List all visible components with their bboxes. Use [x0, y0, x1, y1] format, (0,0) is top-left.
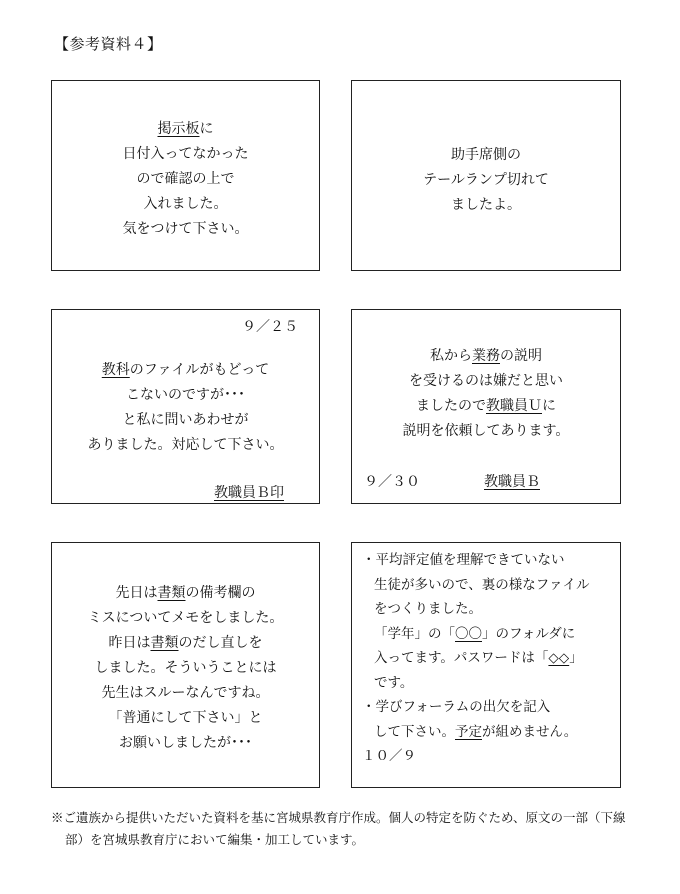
memo-line: 「普通にして下さい」と [108, 710, 263, 726]
edited-text: 書類 [157, 585, 186, 601]
edited-text: 教科 [101, 362, 130, 378]
memo-line: ミスについてメモをしました。 [87, 610, 284, 626]
memo-line: 先生はスルーなんですね。 [101, 685, 270, 701]
memo-line [352, 344, 620, 369]
text: の説明 [500, 348, 542, 364]
memo-line: 説明を依頼してあります。 [402, 423, 570, 439]
text: に [542, 398, 556, 414]
text: 入ってます。パスワードは「 [374, 650, 549, 666]
edited-text: 掲示板 [157, 121, 200, 137]
memo-line: です。 [374, 674, 414, 691]
edited-text: 〇〇 [455, 625, 482, 642]
footnote-line: 部）を宮城県教育庁において編集・加工しています。 [65, 832, 365, 847]
edited-text: 予定 [455, 723, 482, 740]
memo-line: ましたよ。 [451, 197, 521, 213]
memo-date: １０／９ [362, 748, 416, 764]
memo-card-5 [51, 542, 320, 788]
edited-text: 書類 [150, 635, 179, 651]
memo-card-2-text [352, 143, 620, 218]
text: 私から [430, 348, 472, 364]
edited-text: ◇◇ [548, 650, 570, 666]
memo-line: こないのですが･･･ [126, 387, 245, 403]
text: 」のフォルダに [482, 625, 576, 642]
text: 」 [569, 650, 583, 666]
memo-line [52, 117, 319, 142]
memo-signature: 教職員Ｂ印 [214, 485, 284, 501]
memo-line [362, 646, 589, 671]
memo-line: テールランプ切れて [423, 172, 549, 188]
memo-card-3-text [52, 358, 319, 458]
memo-card-5-text [52, 581, 319, 756]
memo-line [362, 720, 589, 745]
memo-line: 助手席側の [451, 147, 521, 163]
memo-card-4 [351, 309, 621, 504]
edited-text: 教職員Ｕ [486, 398, 542, 414]
memo-line: お願いしましたが･･･ [119, 735, 252, 751]
text: 先日は [115, 585, 158, 601]
memo-line: 生徒が多いので、裏の様なファイル [374, 576, 590, 593]
memo-card-3 [51, 309, 320, 504]
text: の備考欄の [185, 585, 256, 601]
memo-card-2 [351, 80, 621, 271]
memo-line: ので確認の上で [136, 171, 235, 187]
memo-card-1-text [52, 117, 319, 242]
memo-line: ・平均評定値を理解できていない [362, 552, 565, 568]
memo-line: 日付入ってなかった [122, 146, 249, 162]
text: のだし直しを [178, 635, 263, 651]
memo-card-1 [51, 80, 320, 271]
memo-signature: 教職員Ｂ [484, 474, 540, 490]
memo-line [52, 358, 319, 383]
footnote-line: ※ご遺族から提供いただいた資料を基に宮城県教育庁作成。個人の特定を防ぐため、原文の一部（下線 [51, 810, 626, 825]
memo-line: ありました。対応して下さい。 [87, 437, 284, 453]
memo-date: ９／３０ [364, 474, 420, 490]
text: が組めません。 [482, 723, 578, 740]
memo-line [352, 394, 620, 419]
edited-text: 業務 [472, 348, 500, 364]
memo-line: しました。そういうことには [94, 660, 277, 676]
text: して下さい。 [374, 723, 455, 740]
memo-line [52, 631, 319, 656]
text: 昨日は [108, 635, 151, 651]
memo-card-4-text [352, 344, 620, 444]
memo-line: 気をつけて下さい。 [122, 221, 249, 237]
text: のファイルがもどって [129, 362, 270, 378]
memo-date: ９／２５ [242, 319, 298, 335]
footnote [51, 807, 631, 851]
text: に [199, 121, 214, 137]
text: 「学年」の「 [374, 625, 455, 642]
memo-line: と私に問いあわせが [122, 412, 249, 428]
memo-card-6 [351, 542, 621, 788]
memo-line: ・学びフォーラムの出欠を記入 [362, 699, 551, 715]
memo-line: をつくりました。 [374, 601, 482, 617]
memo-line: 入れました。 [143, 196, 228, 212]
text: ましたので [416, 398, 486, 414]
memo-line [362, 622, 589, 647]
memo-line [52, 581, 319, 606]
page-title: 【参考資料４】 [54, 35, 163, 53]
memo-line: を受けるのは嫌だと思い [409, 373, 563, 389]
memo-card-6-text [362, 548, 589, 769]
